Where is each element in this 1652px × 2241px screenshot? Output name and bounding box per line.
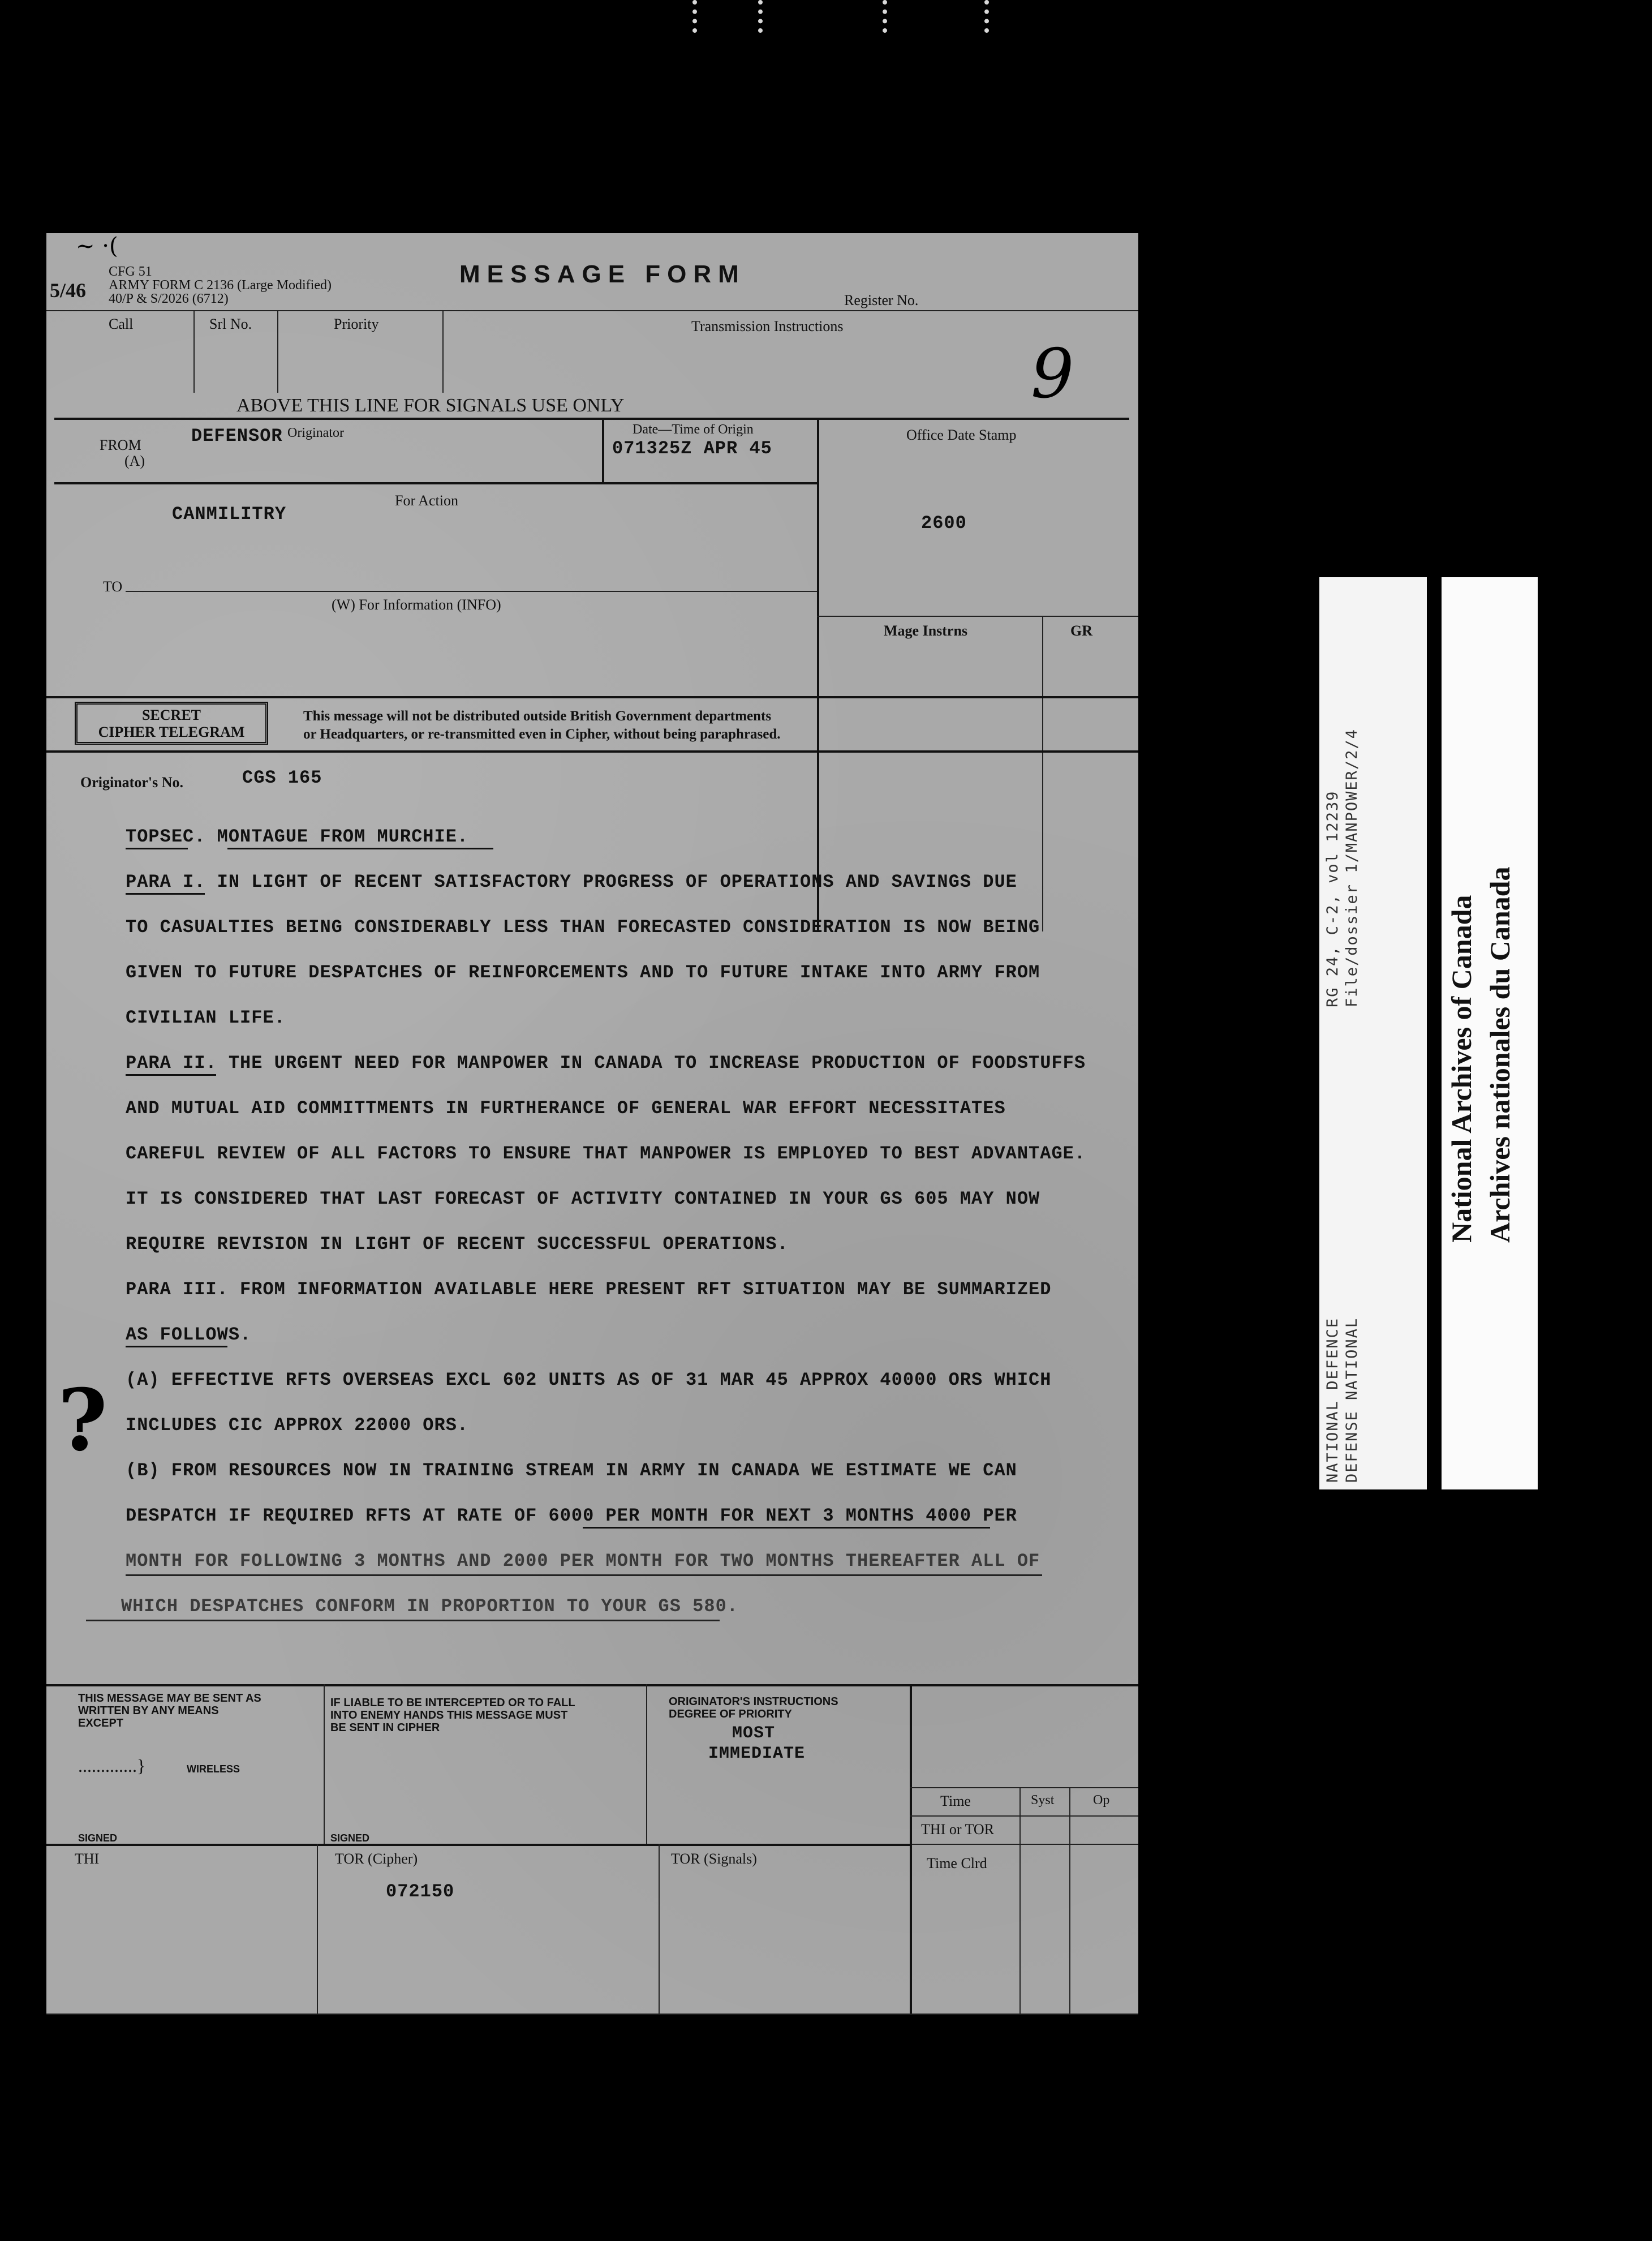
message-line: (B) FROM RESOURCES NOW IN TRAINING STREAM IN ARMY IN CANADA WE ESTIMATE WE CAN: [126, 1460, 1017, 1481]
col-priority: Priority: [334, 316, 379, 332]
gr-label: GR: [1070, 622, 1092, 639]
thi-label: THI: [75, 1851, 100, 1867]
from-sub-label: (A): [124, 453, 145, 469]
originator-label: Originator: [287, 426, 344, 440]
message-line: AS FOLLOWS.: [126, 1324, 252, 1345]
office-stamp-value: 2600: [921, 513, 967, 534]
message-line: PARA III. FROM INFORMATION AVAILABLE HERE PRESENT RFT SITUATION MAY BE SUMMARIZED: [126, 1279, 1052, 1300]
message-line: GIVEN TO FUTURE DESPATCHES OF REINFORCEMENTS AND TO FUTURE INTAKE INTO ARMY FROM: [126, 962, 1040, 983]
secret-label: SECRET: [141, 707, 201, 723]
intercept-line-1: IF LIABLE TO BE INTERCEPTED OR TO FALL: [330, 1697, 575, 1709]
message-line: MONTH FOR FOLLOWING 3 MONTHS AND 2000 PER MONTH FOR TWO MONTHS THEREAFTER ALL OF: [126, 1551, 1040, 1572]
col-transmission: Transmission Instructions: [691, 318, 844, 334]
archive-name-en: National Archives of Canada: [1445, 895, 1477, 1243]
archive-ref-line-1: RG 24, C-2, vol 12239: [1324, 790, 1341, 1007]
archive-reference-stamp: [1319, 577, 1427, 1489]
handwritten-number: 9: [1031, 335, 1074, 414]
signed-label-2: SIGNED: [330, 1832, 370, 1844]
message-line: TO CASUALTIES BEING CONSIDERABLY LESS THAN FORECASTED CONSIDERATION IS NOW BEING: [126, 917, 1040, 938]
originators-no-value: CGS 165: [242, 767, 322, 788]
film-perforation: [984, 0, 1004, 33]
message-line: REQUIRE REVISION IN LIGHT OF RECENT SUCCESSFUL OPERATIONS.: [126, 1234, 789, 1255]
for-action-label: For Action: [395, 492, 458, 509]
tor-signals-label: TOR (Signals): [671, 1851, 757, 1867]
message-line: PARA II. THE URGENT NEED FOR MANPOWER IN CANADA TO INCREASE PRODUCTION OF FOODSTUFFS: [126, 1053, 1086, 1074]
signed-label-1: SIGNED: [78, 1832, 118, 1844]
archive-ref-line-2: File/dossier 1/MANPOWER/2/4: [1343, 728, 1361, 1007]
thi-tor-label: THI or TOR: [921, 1821, 995, 1838]
message-line: IT IS CONSIDERED THAT LAST FORECAST OF ACTIVITY CONTAINED IN YOUR GS 605 MAY NOW: [126, 1188, 1040, 1209]
originators-no-label: Originator's No.: [80, 774, 183, 791]
time-clrd-label: Time Clrd: [927, 1855, 987, 1871]
corner-scrawl: ~ ·(: [76, 233, 118, 259]
col-call: Call: [109, 316, 134, 332]
op-label: Op: [1093, 1793, 1110, 1808]
dept-line-2: DEFENSE NATIONAL: [1343, 1317, 1361, 1483]
from-label: FROM: [100, 437, 141, 453]
form-ref-3: 40/P & S/2026 (6712): [109, 291, 229, 306]
tor-cipher-value: 072150: [386, 1881, 455, 1902]
signals-line-text: ABOVE THIS LINE FOR SIGNALS USE ONLY: [236, 395, 625, 416]
warning-line-1: This message will not be distributed outside British Government departments: [303, 709, 772, 724]
message-form-page: [46, 233, 1138, 2015]
message-line: INCLUDES CIC APPROX 22000 ORS.: [126, 1415, 469, 1436]
mage-instrns-label: Mage Instrns: [884, 622, 968, 639]
date-time-value: 071325Z APR 45: [612, 438, 772, 459]
corner-note: 5/46: [50, 279, 87, 302]
margin-question-mark: ?: [58, 1371, 107, 1470]
intercept-line-2: INTO ENEMY HANDS THIS MESSAGE MUST: [330, 1709, 568, 1721]
message-line: AND MUTUAL AID COMMITTMENTS IN FURTHERANCE OF GENERAL WAR EFFORT NECESSITATES: [126, 1098, 1006, 1119]
message-line: PARA I. IN LIGHT OF RECENT SATISFACTORY PROGRESS OF OPERATIONS AND SAVINGS DUE: [126, 872, 1017, 892]
syst-label: Syst: [1031, 1793, 1055, 1808]
info-label: (W) For Information (INFO): [332, 596, 501, 613]
orig-instructions-line-2: DEGREE OF PRIORITY: [669, 1708, 792, 1720]
warning-line-2: or Headquarters, or re-transmitted even in Cipher, without being paraphrased.: [303, 727, 781, 742]
priority-value-2: IMMEDIATE: [708, 1744, 806, 1763]
message-line: TOPSEC. MONTAGUE FROM MURCHIE.: [126, 826, 469, 847]
date-time-label: Date—Time of Origin: [633, 422, 754, 437]
time-label: Time: [940, 1793, 971, 1809]
message-line: WHICH DESPATCHES CONFORM IN PROPORTION TO YOUR GS 580.: [121, 1596, 738, 1617]
dept-line-1: NATIONAL DEFENCE: [1324, 1317, 1341, 1483]
message-line: DESPATCH IF REQUIRED RFTS AT RATE OF 6000 PER MONTH FOR NEXT 3 MONTHS 4000 PER: [126, 1505, 1017, 1526]
send-line-1: THIS MESSAGE MAY BE SENT AS: [78, 1692, 261, 1705]
message-line: CAREFUL REVIEW OF ALL FACTORS TO ENSURE THAT MANPOWER IS EMPLOYED TO BEST ADVANTAGE.: [126, 1143, 1086, 1164]
cipher-telegram-label: CIPHER TELEGRAM: [98, 724, 245, 740]
archive-name-fr: Archives nationales du Canada: [1484, 866, 1516, 1243]
form-ref-2: ARMY FORM C 2136 (Large Modified): [109, 278, 332, 293]
message-line: CIVILIAN LIFE.: [126, 1007, 286, 1028]
send-line-2: WRITTEN BY ANY MEANS: [78, 1705, 219, 1717]
orig-instructions-line-1: ORIGINATOR'S INSTRUCTIONS: [669, 1695, 838, 1708]
archive-name-stamp: [1442, 577, 1538, 1489]
film-perforation: [758, 0, 777, 33]
send-line-3: EXCEPT: [78, 1717, 124, 1729]
form-ref-1: CFG 51: [109, 264, 152, 279]
for-action-value: CANMILITRY: [172, 504, 287, 525]
to-label: TO: [103, 578, 123, 595]
wireless-dots: .............}: [78, 1755, 146, 1776]
originator-value: DEFENSOR: [191, 426, 283, 447]
secret-cipher-box: [75, 702, 268, 745]
priority-value-1: MOST: [732, 1724, 776, 1743]
col-srl: Srl No.: [209, 316, 252, 332]
message-line: (A) EFFECTIVE RFTS OVERSEAS EXCL 602 UNITS AS OF 31 MAR 45 APPROX 40000 ORS WHICH: [126, 1370, 1052, 1390]
film-perforation: [883, 0, 902, 33]
wireless-label: WIRELESS: [187, 1763, 240, 1775]
tor-cipher-label: TOR (Cipher): [335, 1851, 418, 1867]
intercept-line-3: BE SENT IN CIPHER: [330, 1721, 440, 1734]
office-stamp-label: Office Date Stamp: [906, 427, 1017, 443]
register-label: Register No.: [844, 292, 919, 308]
stamp-divider: [1427, 577, 1442, 1489]
form-title: MESSAGE FORM: [459, 260, 746, 288]
film-perforation: [692, 0, 712, 33]
